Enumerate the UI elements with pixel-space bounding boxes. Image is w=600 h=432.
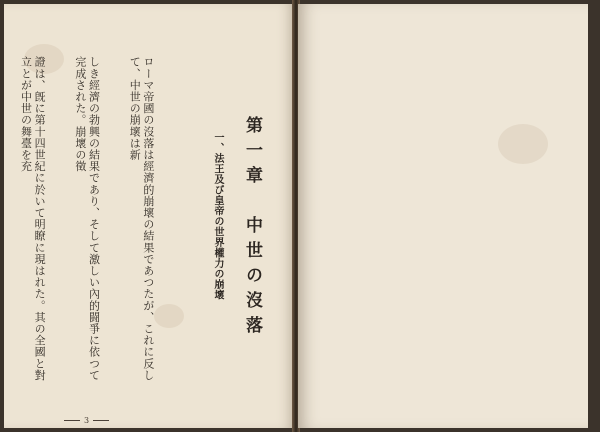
body-column: ローマ帝國の沒落は經濟的崩壞の結果であつたが、これに反して、中世の崩壞は新 [128, 56, 155, 381]
chapter-title: 第一章 中世の沒落 [242, 116, 262, 341]
body-text [2, 56, 182, 386]
dash-left [64, 420, 80, 421]
page-number-text: 3 [84, 416, 90, 425]
left-page [4, 4, 294, 428]
body-column: 證は、旣に第十四世紀に於いて明瞭に現はれた。其の全國と對立とが中世の舞臺を充 [19, 56, 47, 381]
right-page-blank [298, 4, 588, 428]
dash-right [93, 420, 109, 421]
section-heading: 一、法王及び皇帝の世界權力の崩壞 [212, 132, 223, 300]
paper-stain [498, 124, 548, 164]
body-column: しき經濟の勃興の結果であり、そして激しい內的闘爭に依つて完成された。崩壞の徵 [73, 56, 101, 381]
page-number [64, 416, 109, 425]
